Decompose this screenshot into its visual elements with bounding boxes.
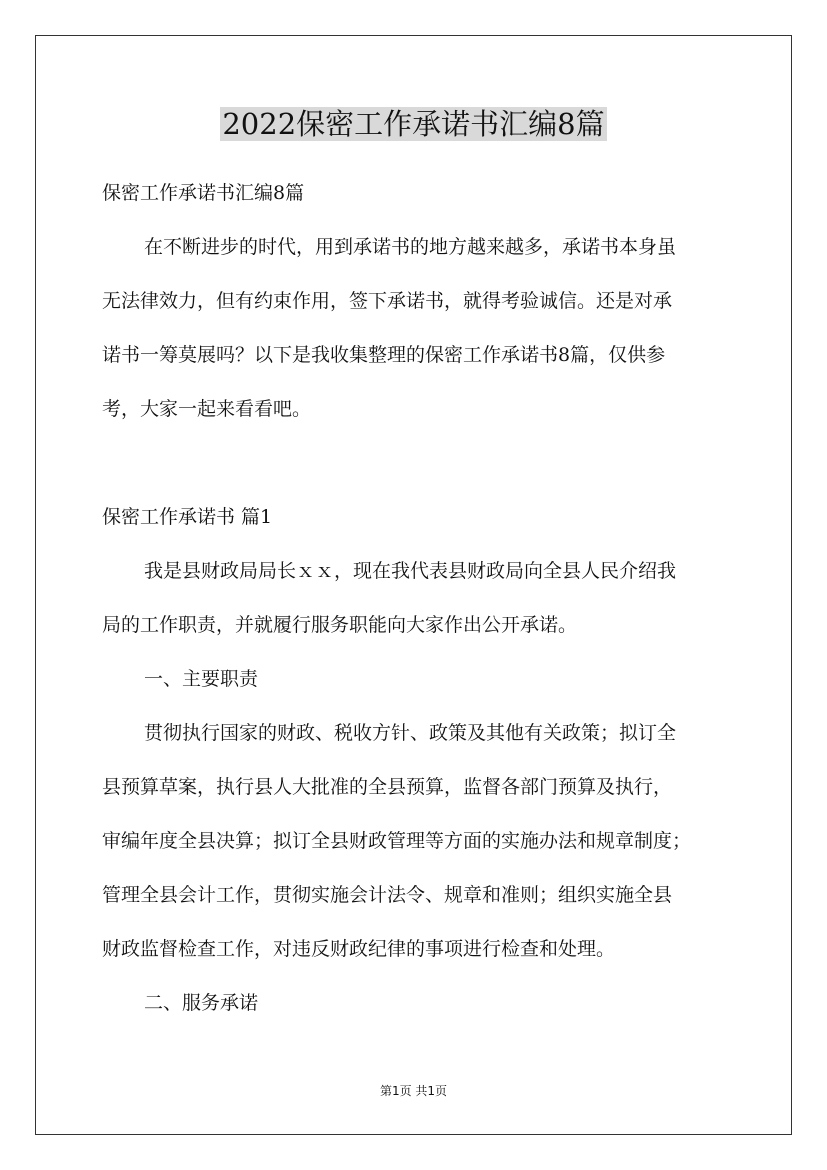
paragraph-line: 无法律效力，但有约束作用，签下承诺书，就得考验诚信。还是对承 bbox=[102, 290, 673, 312]
paragraph-line: 局的工作职责，并就履行服务职能向大家作出公开承诺。 bbox=[102, 614, 578, 636]
paragraph-line: 在不断进步的时代，用到承诺书的地方越来越多，承诺书本身虽 bbox=[144, 236, 677, 258]
paragraph-line: 诺书一筹莫展吗？以下是我收集整理的保密工作承诺书8篇，仅供参 bbox=[102, 344, 666, 366]
paragraph-line: 我是县财政局局长ｘｘ，现在我代表县财政局向全县人民介绍我 bbox=[144, 560, 677, 582]
paragraph-line: 贯彻执行国家的财政、税收方针、政策及其他有关政策；拟订全 bbox=[144, 722, 677, 744]
paragraph-line: 财政监督检查工作，对违反财政纪律的事项进行检查和处理。 bbox=[102, 938, 616, 960]
paragraph-line: 一、主要职责 bbox=[144, 668, 259, 690]
document-body bbox=[102, 166, 730, 1030]
document-title-text: 2022保密工作承诺书汇编8篇 bbox=[222, 107, 605, 141]
paragraph-line: 保密工作承诺书 篇1 bbox=[102, 506, 273, 528]
blank-line bbox=[102, 436, 730, 490]
document-title bbox=[0, 104, 827, 144]
paragraph-line: 考，大家一起来看看吧。 bbox=[102, 398, 312, 420]
paragraph-line: 审编年度全县决算；拟订全县财政管理等方面的实施办法和规章制度； bbox=[102, 830, 692, 852]
paragraph-line: 二、服务承诺 bbox=[144, 992, 259, 1014]
paragraph-line: 县预算草案，执行县人大批准的全县预算，监督各部门预算及执行， bbox=[102, 776, 673, 798]
paragraph-line: 管理全县会计工作，贯彻实施会计法令、规章和准则；组织实施全县 bbox=[102, 884, 673, 906]
page-footer: 第1页 共1页 bbox=[379, 1084, 448, 1098]
paragraph-line: 保密工作承诺书汇编8篇 bbox=[102, 182, 305, 204]
